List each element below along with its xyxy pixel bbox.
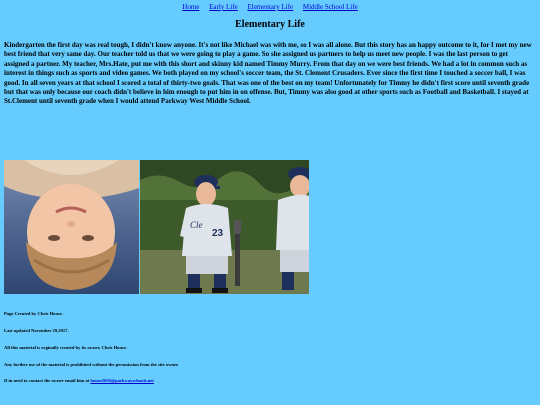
page-title: Elementary Life [235, 19, 305, 30]
svg-text:Cle: Cle [190, 220, 203, 230]
footer-created-by: Page Created by Chris House. [4, 311, 63, 316]
nav-link-elementary-life[interactable]: Elementary Life [247, 3, 294, 11]
top-nav [0, 3, 540, 12]
story-paragraph: Kindergarten the first day was real tough, I didn't know anyone. It's not like Michael was with me, so I was all alone. But this story has an happy outcome to it, for I met my new best friend that very same day. Our teacher told us that we were going to play a game. So she assigned us partners to help us meet new people. I was the last person to get assigned a partner. My teacher, Mrs.Hate, put me with this short and skinny kid named Timmy Murry. From that day on we were best friends. We had a lot in common such as interest in things such as sports and video games. We both played on my school's soccer team, the St. Clement Crusaders. Ever since the first time I touched a soccer ball, I was good. In all seven years at that school I scored a total of thirty-two goals. That was one of the best on my team! Unfortunately for Timmy he didn't first score until seventh grade but that was only because our coach didn't believe in him enough to put him in on offense. But, Timmy was also good at other sports such as Football and Basketball. I stayed at St.Clement until seventh grade when I would attend Parkway West Middle School. [4, 41, 532, 106]
footer-contact-email-link[interactable]: house2650@parkwayschools.net [90, 378, 154, 383]
footer-contact-text: If in need to contact the owner email him at [4, 378, 91, 383]
baseball-kids-photo [140, 160, 309, 294]
footer-contact [4, 378, 524, 384]
child-portrait-photo [4, 160, 139, 294]
nav-link-home[interactable]: Home [182, 3, 200, 11]
nav-link-early-life[interactable]: Early Life [209, 3, 238, 11]
footer-last-updated: Last updated November 29,2017. [4, 328, 69, 333]
footer-rights: All this material is orginally created by its owner, Chris House. [4, 345, 128, 350]
nav-link-middle-school-life[interactable]: Middle School Life [302, 3, 358, 11]
svg-text:23: 23 [212, 228, 224, 239]
footer-prohibited-notice: Any further use of the material is prohibited without the persmission from the site owner. [4, 362, 179, 367]
